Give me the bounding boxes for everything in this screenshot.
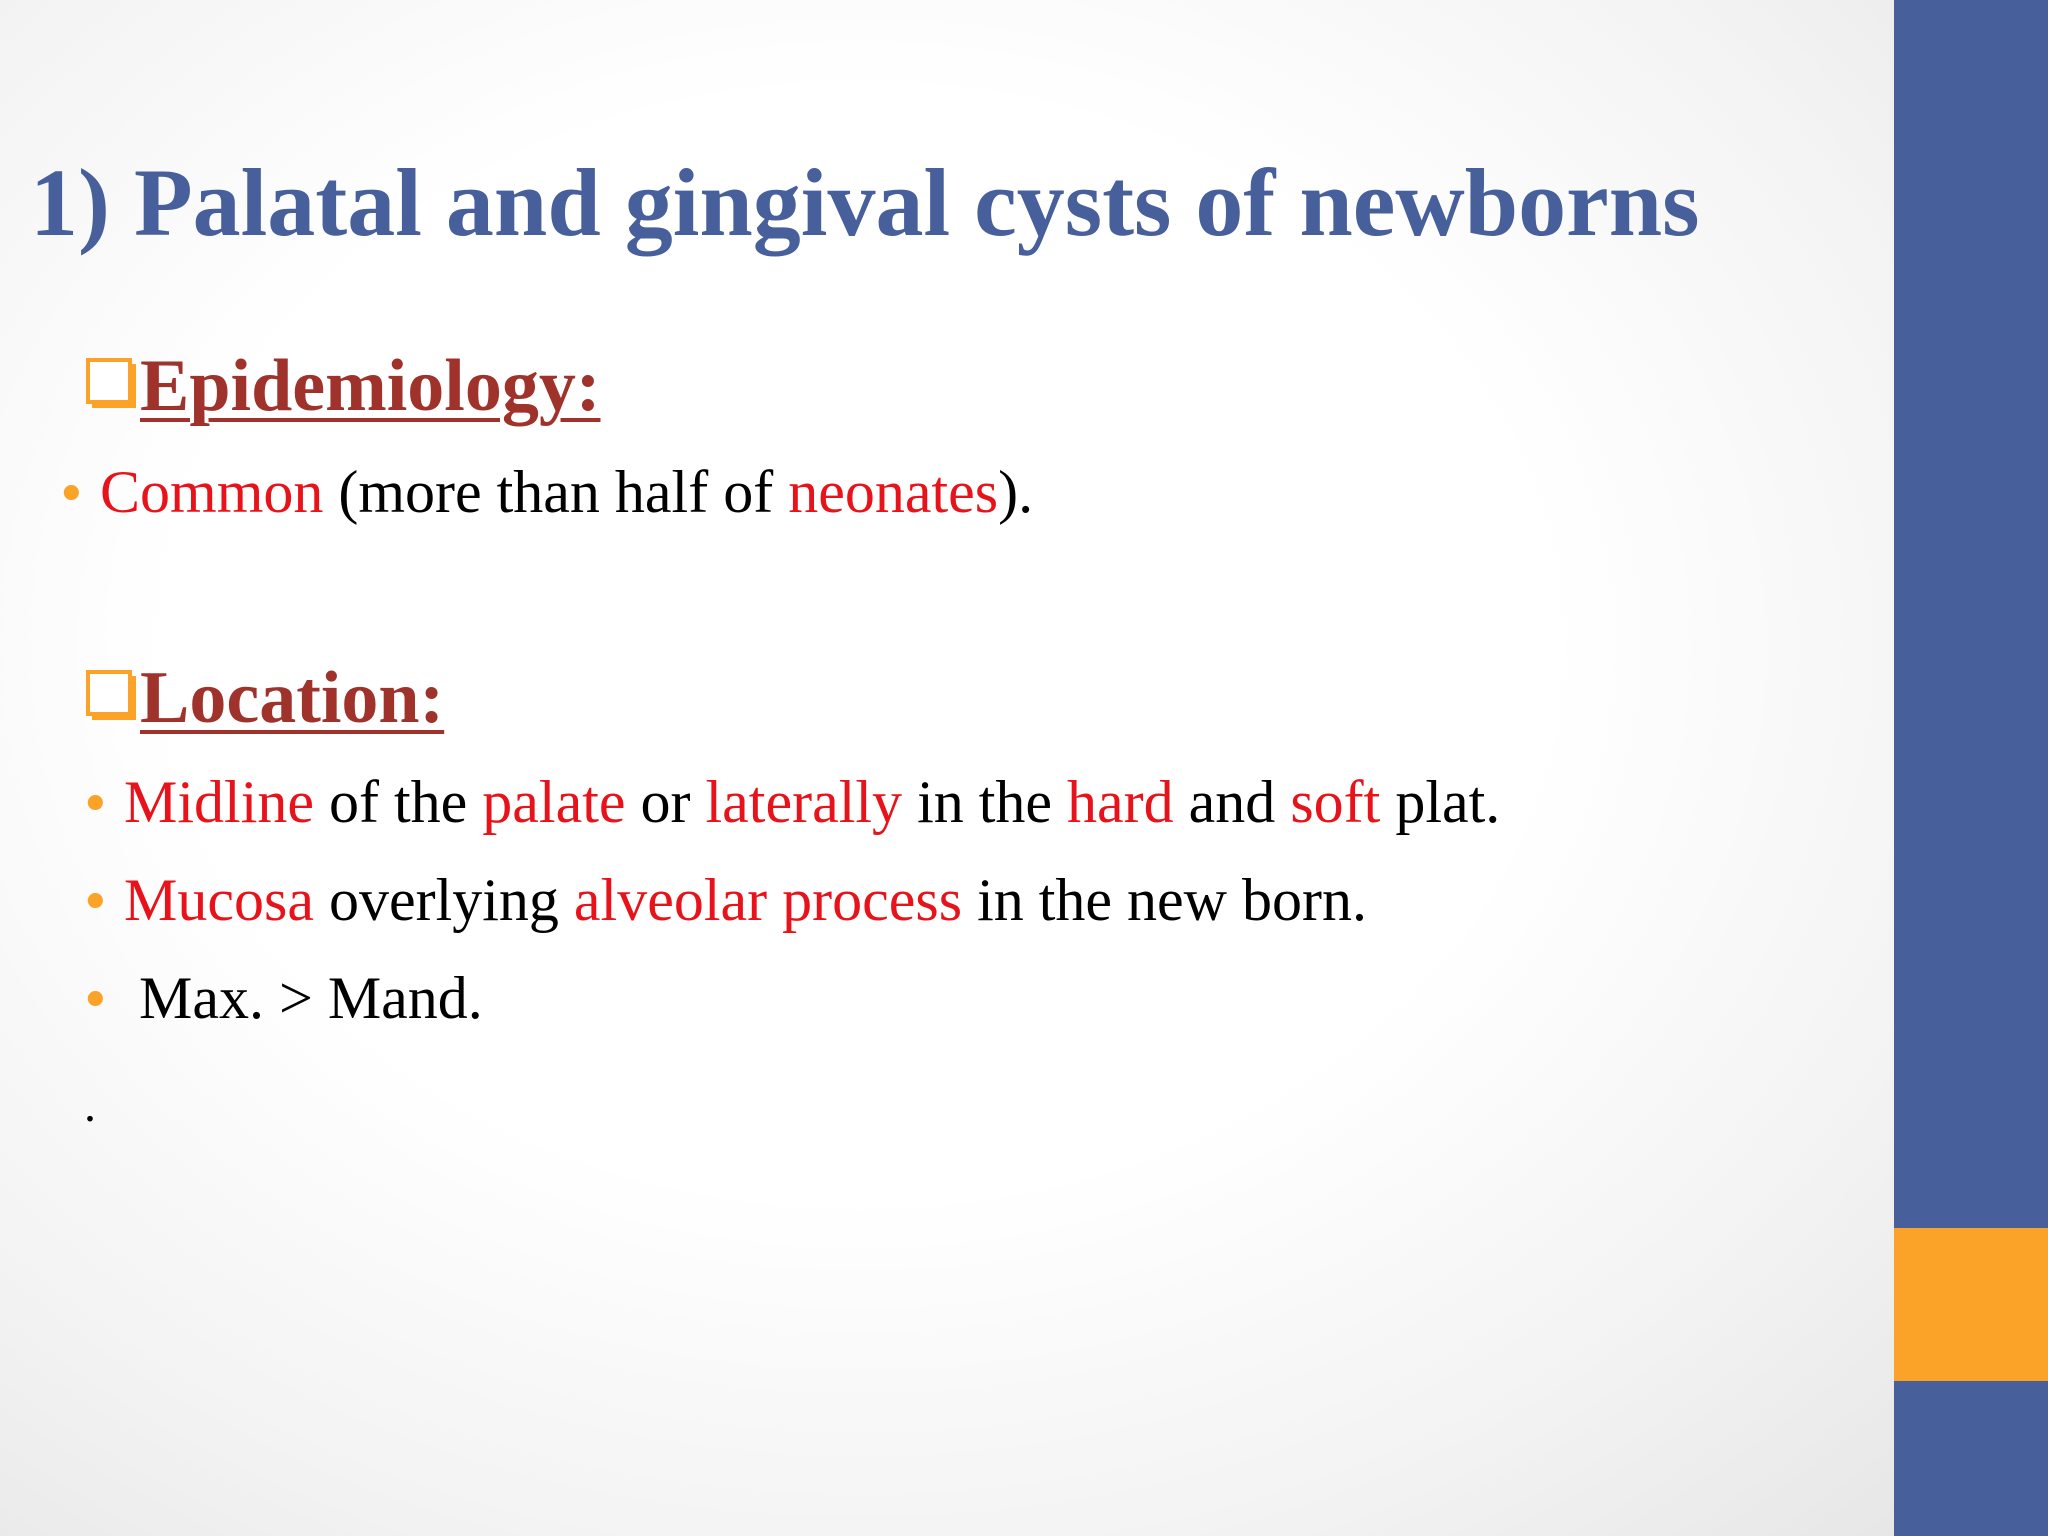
trailing-text: . <box>84 1079 96 1132</box>
checkbox-bullet-icon <box>86 670 136 720</box>
bullet-dot-icon: • <box>56 465 87 525</box>
bullet-segment: neonates <box>788 459 999 525</box>
bullet-location-max-mand <box>80 958 483 1041</box>
bullet-segment: Midline <box>124 769 314 835</box>
bullet-location-mucosa <box>80 860 1367 943</box>
bullet-epidemiology-common <box>56 452 1033 535</box>
bullet-segment: and <box>1173 769 1291 835</box>
section-heading-epidemiology <box>86 338 600 434</box>
bullet-dot-icon: • <box>80 971 111 1031</box>
bullet-segment: ). <box>998 459 1034 525</box>
bullet-segment: plat. <box>1380 769 1501 835</box>
bullet-segment: hard <box>1067 769 1174 835</box>
bullet-segment: laterally <box>705 769 903 835</box>
bullet-segment: in the <box>902 769 1068 835</box>
bullet-segment: Common <box>100 459 324 525</box>
section-heading-text: Epidemiology: <box>140 345 601 427</box>
section-heading-location <box>86 650 444 746</box>
bullet-location-midline <box>80 762 1500 845</box>
bullet-segment: Mucosa <box>124 867 314 933</box>
bullet-dot-icon: • <box>80 775 111 835</box>
bullet-segment: of the <box>314 769 483 835</box>
bullet-segment: overlying <box>313 867 574 933</box>
bullet-segment: in the new born. <box>962 867 1367 933</box>
section-heading-text: Location: <box>140 657 445 739</box>
bullet-dot-icon: • <box>80 873 111 933</box>
bullet-segment: or <box>625 769 706 835</box>
slide-title: 1) Palatal and gingival cysts of newborns <box>30 149 1700 256</box>
bullet-segment: palate <box>482 769 626 835</box>
bullet-segment: soft <box>1290 769 1381 835</box>
side-bar-accent <box>1894 1228 2048 1381</box>
checkbox-bullet-icon <box>86 358 136 408</box>
bullet-segment: Max. > Mand. <box>124 965 483 1031</box>
bullet-segment: (more than half of <box>323 459 789 525</box>
bullet-segment: alveolar process <box>573 867 963 933</box>
